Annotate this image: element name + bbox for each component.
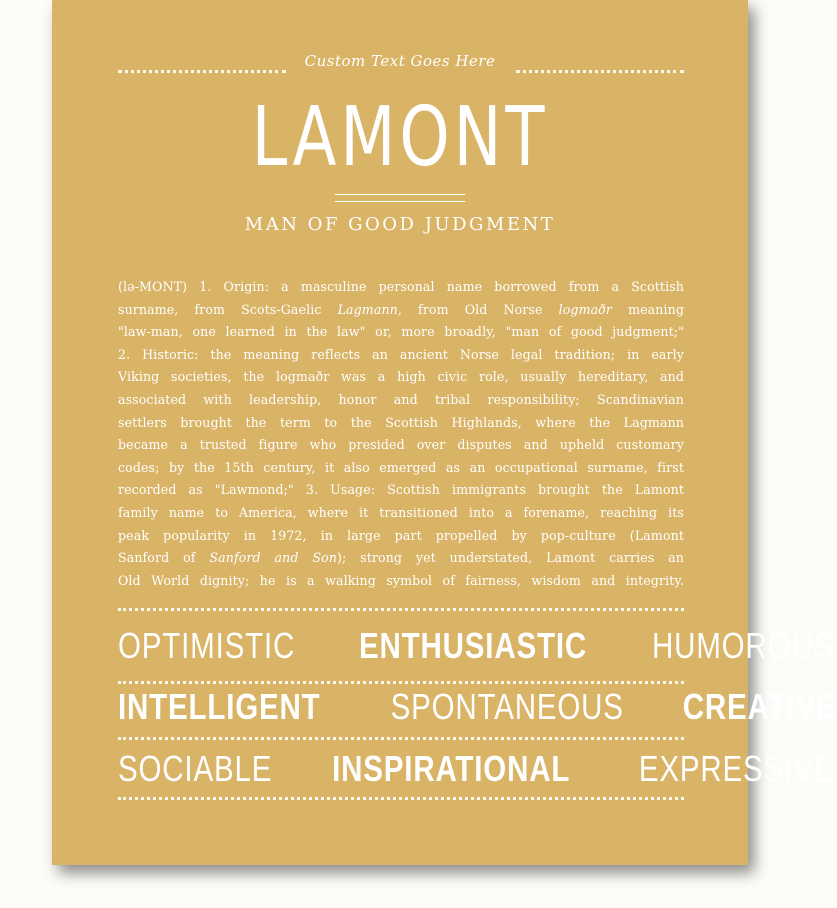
definition-line: "law-man, one learned in the law" or, more broadly, "man of good judgment;": [118, 324, 684, 340]
trait-word: SPONTANEOUS: [390, 686, 624, 727]
definition-line: peak popularity in 1972, in large part propelled by pop-culture (Lamont: [118, 527, 684, 543]
trait-row-3: [118, 745, 835, 793]
trait-word: ENTHUSIASTIC: [359, 625, 587, 666]
trait-word: CREATIVE: [683, 686, 837, 727]
title-rule-upper: [335, 194, 465, 195]
top-right-dotted-divider: [516, 70, 684, 73]
top-left-dotted-divider: [118, 70, 286, 73]
trait-row-1: [118, 622, 835, 670]
name-poster: [52, 0, 837, 865]
definition-line: family name to America, where it transitioned into a forename, reaching its: [118, 504, 684, 520]
definition-line: 2. Historic: the meaning reflects an ancient Norse legal tradition; in early: [118, 346, 684, 362]
definition-line: (lə-MONT) 1. Origin: a masculine personal name borrowed from a Scottish: [118, 279, 684, 294]
definition-line: became a trusted figure who presided over disputes and upheld customary: [118, 437, 684, 453]
definition-line: settlers brought the term to the Scottish Highlands, where the Lagmann: [118, 414, 684, 430]
definition-italic-term: Sanford and Son: [209, 550, 337, 566]
trait-word: OPTIMISTIC: [118, 625, 296, 666]
traits-dotted-divider-4: [118, 797, 684, 800]
definition-line: surname, from Scots-Gaelic Lagmann, from Old Norse logmaðr meaning: [118, 301, 685, 317]
definition-line: Old World dignity; he is a walking symbol of fairness, wisdom and integrity.: [118, 572, 684, 588]
definition-line: Sanford of Sanford and Son); strong yet understated, Lamont carries an: [118, 550, 684, 566]
definition-line: codes; by the 15th century, it also emerged as an occupational surname, first: [118, 459, 684, 475]
trait-word: EXPRESSIVE: [639, 748, 835, 789]
traits-dotted-divider-3: [118, 737, 684, 740]
definition-line: Viking societies, the logmaðr was a high civic role, usually hereditary, and: [118, 369, 684, 385]
name-definition: [118, 276, 684, 592]
trait-word: SOCIABLE: [118, 748, 273, 789]
trait-row-2: [118, 683, 837, 731]
custom-text: Custom Text Goes Here: [304, 52, 496, 70]
title-rule-lower: [335, 201, 465, 202]
definition-line: recorded as "Lawmond;" 3. Usage: Scottish immigrants brought the Lamont: [118, 482, 684, 498]
name-meaning: MAN OF GOOD JUDGMENT: [244, 214, 556, 235]
definition-line: associated with leadership, honor and tribal responsibility; Scandinavian: [118, 391, 684, 407]
definition-italic-term: logmaðr: [558, 301, 613, 317]
definition-italic-term: Lagmann: [337, 301, 398, 317]
traits-dotted-divider-1: [118, 608, 684, 611]
trait-word: INSPIRATIONAL: [332, 748, 571, 789]
trait-word: HUMOROUS: [651, 625, 835, 666]
trait-word: INTELLIGENT: [118, 686, 321, 727]
name-title: LAMONT: [251, 90, 549, 185]
